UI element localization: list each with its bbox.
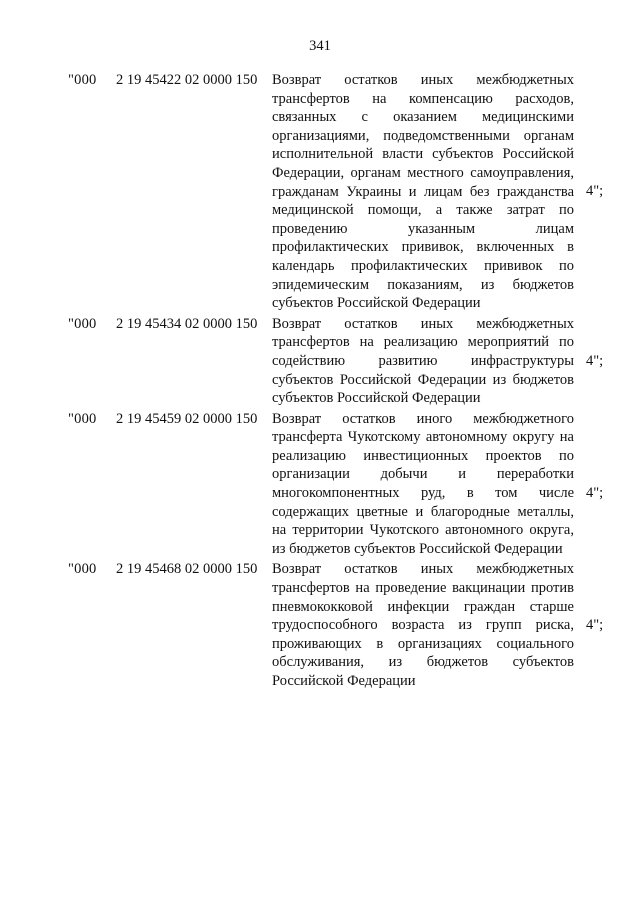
table-row — [0, 315, 640, 408]
row-description: Возврат остатков иных межбюджетных трансфертов на проведение вакцинации против пневмококковой инфекции граждан старше трудоспособного возраста из групп риска, проживающих в организациях социального обслуживания, из бюджетов субъектов Российской Федерации — [272, 561, 574, 689]
table-row — [0, 560, 640, 690]
row-description: Возврат остатков иных межбюджетных трансфертов на реализацию мероприятий по содействию развитию инфраструктуры субъектов Российской Федерации из бюджетов субъектов Российской Федерации — [272, 315, 574, 407]
budget-classification-code: 2 19 45434 02 0000 150 — [116, 315, 258, 332]
table-row — [0, 410, 640, 559]
admin-code: "000 — [68, 561, 97, 578]
budget-classification-code: 2 19 45468 02 0000 150 — [116, 561, 258, 578]
budget-classification-code: 2 19 45459 02 0000 150 — [116, 410, 258, 427]
admin-code: "000 — [68, 410, 97, 427]
budget-code-table — [0, 71, 640, 693]
admin-code: "000 — [68, 72, 97, 88]
admin-code: "000 — [68, 315, 97, 332]
row-description: Возврат остатков иных межбюджетных трансфертов на компенсацию расходов, связанных с оказанием медицинскими организациями, подведомственными органам исполнительной власти субъектов Российской Федерации, органам местного самоуправления, гражданам Украины и лицам без гражданства медицинской помощи, а также затрат по проведению указанным лицам профилактических прививок, включенных в календарь профилактических прививок по эпидемическим показаниям, из бюджетов субъектов Российской Федерации — [272, 72, 574, 312]
page-number: 341 — [309, 38, 331, 54]
row-tail: 4"; — [586, 183, 604, 199]
table-row — [0, 71, 640, 313]
budget-classification-code: 2 19 45422 02 0000 150 — [116, 72, 258, 88]
row-tail: 4"; — [586, 617, 604, 634]
row-tail: 4"; — [586, 484, 604, 501]
row-description: Возврат остатков иного межбюджетного трансферта Чукотскому автономному округу на реализацию инвестиционных проектов по организации добычи и переработки многокомпонентных руд, в том числе содержащих цветные и благородные металлы, на территории Чукотского автономного округа, из бюджетов субъектов Российской Федерации — [272, 410, 574, 557]
row-tail: 4"; — [586, 352, 604, 369]
